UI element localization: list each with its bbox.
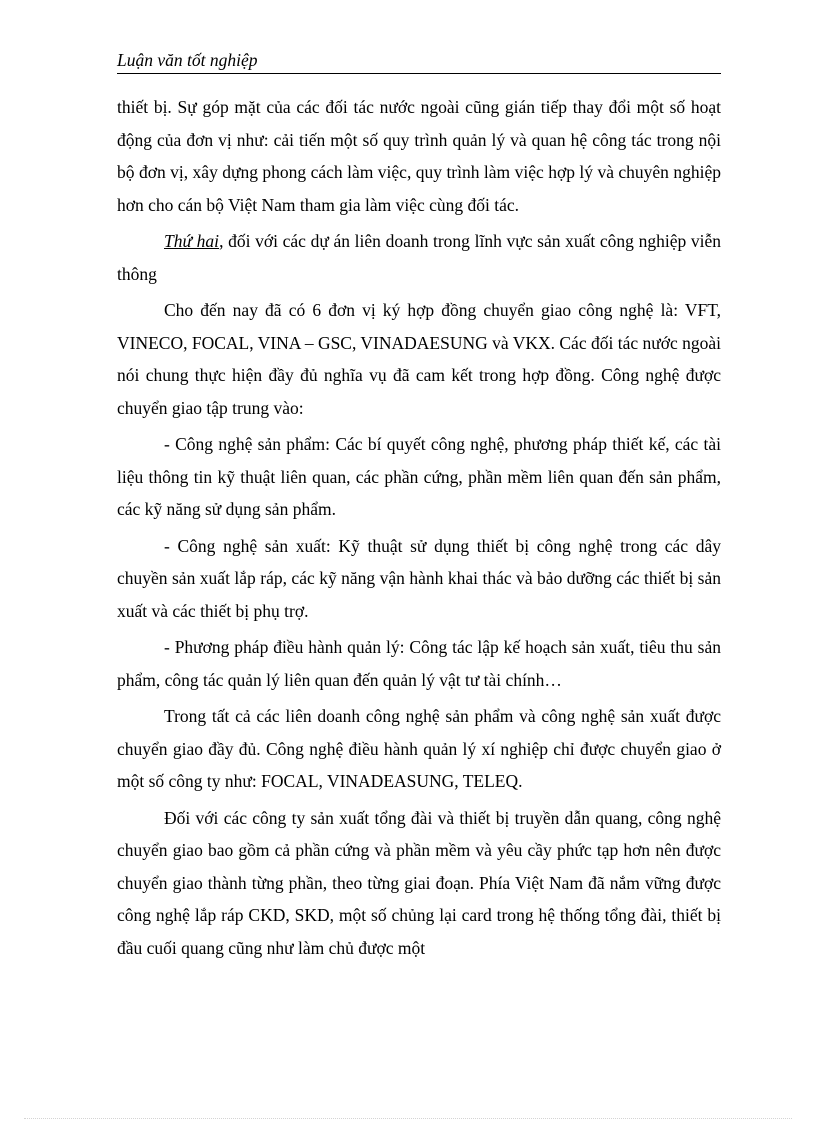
paragraph-continuation: thiết bị. Sự góp mặt của các đối tác nước ngoài cũng gián tiếp thay đổi một số hoạt động của đơn vị như: cải tiến một số quy trình quản lý và quan hệ công tác trong nội bộ đơn vị, xây dựng phong cách làm việc, quy trình làm việc hợp lý và chuyên nghiệp hơn cho cán bộ Việt Nam tham gia làm việc cùng đối tác. xyxy=(117,97,721,215)
bullet-management-method: - Phương pháp điều hành quản lý: Công tác lập kế hoạch sản xuất, tiêu thu sản phẩm, công tác quản lý liên quan đến quản lý vật tư tài chính… xyxy=(117,637,721,690)
paragraph-technology-transfer: Cho đến nay đã có 6 đơn vị ký hợp đồng chuyển giao công nghệ là: VFT, VINECO, FOCAL, VINA – GSC, VINADAESUNG và VKX. Các đối tác nước ngoài nói chung thực hiện đầy đủ nghĩa vụ đã cam kết trong hợp đồng. Công nghệ được chuyển giao tập trung vào: xyxy=(117,300,721,418)
paragraph-lead-label: Thứ hai xyxy=(164,231,220,251)
bullet-production-technology: - Công nghệ sản xuất: Kỹ thuật sử dụng thiết bị công nghệ trong các dây chuyền sản xuất lắp ráp, các kỹ năng vận hành khai thác và bảo dưỡng các thiết bị sản xuất và các thiết bị phụ trợ. xyxy=(117,535,721,621)
document-body xyxy=(117,91,721,968)
paragraph-second-point xyxy=(117,225,721,290)
paragraph-second-point-text: , đối với các dự án liên doanh trong lĩnh vực sản xuất công nghiệp viễn thông xyxy=(117,231,722,284)
page-header xyxy=(117,49,721,74)
page-bottom-divider xyxy=(24,1118,792,1119)
paragraph-switching-companies: Đối với các công ty sản xuất tổng đài và thiết bị truyền dẫn quang, công nghệ chuyển giao bao gồm cả phần cứng và phần mềm và yêu cầy phức tạp hơn nên được chuyển giao thành từng phần, theo từng giai đoạn. Phía Việt Nam đã nắm vững được công nghệ lắp ráp CKD, SKD, một số chủng lại card trong hệ thống tổng đài, thiết bị đầu cuối quang cũng như làm chủ được một xyxy=(117,807,721,958)
paragraph-joint-ventures: Trong tất cả các liên doanh công nghệ sản phẩm và công nghệ sản xuất được chuyển giao đầy đủ. Công nghệ điều hành quản lý xí nghiệp chỉ được chuyển giao ở một số công ty như: FOCAL, VINADEASUNG, TELEQ. xyxy=(117,706,721,791)
document-title: Luận văn tốt nghiệp xyxy=(117,50,258,70)
bullet-product-technology: - Công nghệ sản phẩm: Các bí quyết công nghệ, phương pháp thiết kế, các tài liệu thông tin kỹ thuật liên quan, các phần cứng, phần mềm liên quan đến sản phẩm, các kỹ năng sử dụng sản phẩm. xyxy=(117,434,721,519)
